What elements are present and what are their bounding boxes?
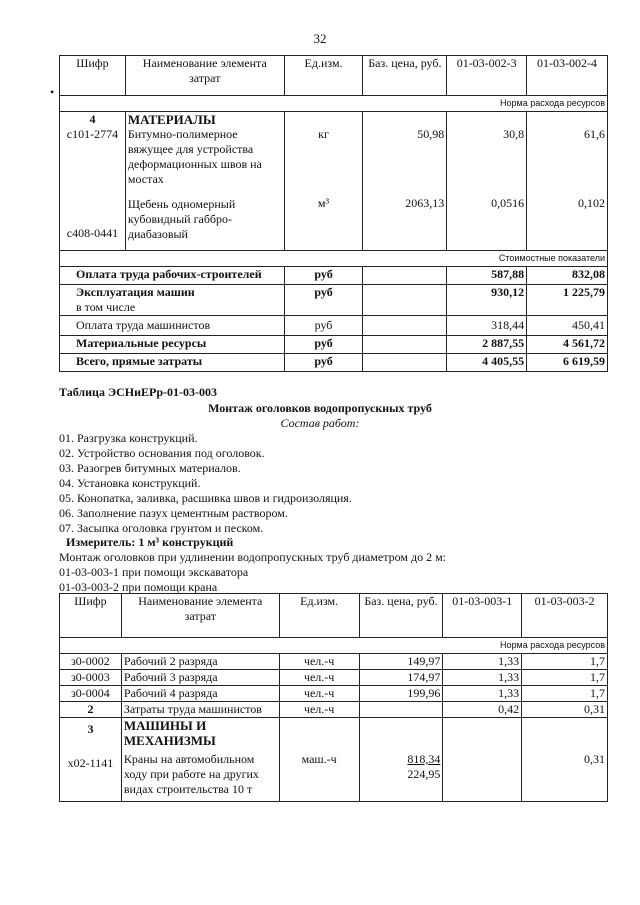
cost-name: в том числе [76,300,136,314]
header-name: Наименование элемента затрат [125,56,284,96]
row-code: х02-1141 [67,756,114,770]
cost-value: 832,08 [527,267,608,285]
cost-value: 318,44 [447,316,527,336]
description: Монтаж оголовков при удлинении водопропускных труб диаметром до 2 м: [59,550,446,564]
work-item: 02. Устройство основания под оголовок. [59,446,265,460]
row-value: 0,31 [584,752,605,766]
row-value: 0,0516 [491,196,525,210]
row-price: 818,34 [407,752,441,766]
row-value: 1,33 [443,686,522,702]
cost-value: 587,88 [447,267,527,285]
cost-value: 6 619,59 [527,354,608,372]
margin-mark: • [50,85,55,99]
section-title: МАШИНЫ И МЕХАНИЗМЫ [123,718,216,748]
row-name: Краны на автомобильном ходу при работе на других видах строительства 10 т [123,752,259,796]
table-header [60,594,608,638]
row-value: 1,33 [443,654,522,670]
row-name: Битумно-полимерное вяжущее для устройства деформационных швов на мостах [127,127,262,186]
row-value: 30,8 [503,127,525,141]
row-name: Рабочий 4 разряда [121,686,279,702]
cost-name: Материальные ресурсы [60,336,285,354]
work-item: 05. Конопатка, заливка, расшивка швов и гидроизоляция. [59,491,352,505]
cost-unit: руб [284,267,363,285]
cost-name: Оплата труда рабочих-строителей [60,267,285,285]
header-price: Баз. цена, руб. [359,594,443,638]
cost-row [60,267,608,285]
header-col2: 01-03-003-2 [522,594,608,638]
row-price: 50,98 [417,127,445,141]
section-number: 4 [89,112,96,126]
row-unit: чел.-ч [279,686,359,702]
row-unit: чел.-ч [279,670,359,686]
cost-row [60,354,608,372]
row-value: 0,102 [578,196,605,210]
work-item: 04. Установка конструкций. [59,476,201,490]
table-row [60,702,608,718]
header-col1: 01-03-002-3 [447,56,527,96]
table-row [60,112,608,251]
row-unit: м³ [317,196,330,210]
norm-label: Норма расхода ресурсов [60,96,608,112]
cost-value: 450,41 [527,316,608,336]
cost-value: 4 561,72 [527,336,608,354]
row-code: з0-0003 [60,670,122,686]
cost-value: 4 405,55 [447,354,527,372]
row-value: 1,33 [443,670,522,686]
row-price: 2063,13 [405,196,445,210]
row-name: Рабочий 2 разряда [121,654,279,670]
resource-table-2 [59,593,608,802]
cost-row [60,316,608,336]
work-item: 03. Разогрев битумных материалов. [59,461,241,475]
cost-name: Оплата труда машинистов [60,316,285,336]
row-price: 149,97 [359,654,443,670]
table-row [60,686,608,702]
table-row [60,670,608,686]
header-unit: Ед.изм. [279,594,359,638]
row-name: Затраты труда машинистов [121,702,279,718]
cost-value: 930,12 [447,285,527,316]
row-price: 174,97 [359,670,443,686]
row-price-2: 224,95 [407,767,441,781]
row-value: 61,6 [584,127,605,141]
row-unit: маш.-ч [301,752,337,766]
header-name: Наименование элемента затрат [121,594,279,638]
header-unit: Ед.изм. [284,56,363,96]
cost-unit: руб [284,316,363,336]
section-number: 3 [87,722,94,736]
cost-name: Эксплуатация машин [76,285,195,299]
row-code: с408-0441 [66,226,119,240]
cost-value: 1 225,79 [527,285,608,316]
header-col1: 01-03-003-1 [443,594,522,638]
variant-item: 01-03-003-2 при помощи крана [59,580,218,594]
header-code: Шифр [60,594,122,638]
cost-row [60,285,608,316]
work-item: 06. Заполнение пазух цементным раствором. [59,506,288,520]
section-subheading: Состав работ: [280,416,360,430]
cost-unit: руб [284,354,363,372]
row-code: з0-0004 [60,686,122,702]
header-price: Баз. цена, руб. [363,56,447,96]
row-code: 2 [60,702,122,718]
table-row [60,654,608,670]
page-number: 32 [313,31,327,46]
work-item: 01. Разгрузка конструкций. [59,431,198,445]
header-code: Шифр [60,56,126,96]
cost-unit: руб [284,285,363,316]
cost-row [60,336,608,354]
row-value: 0,42 [443,702,522,718]
row-unit: чел.-ч [279,702,359,718]
measure-unit: Измеритель: 1 м³ конструкций [66,535,234,549]
row-name: Рабочий 3 разряда [121,670,279,686]
row-value: 1,7 [522,686,608,702]
section-title: МАТЕРИАЛЫ [127,112,216,127]
cost-name: Всего, прямые затраты [60,354,285,372]
row-code: с101-2774 [66,127,119,141]
table-title: Таблица ЭСНиЕРр-01-03-003 [59,385,218,399]
norm-label: Норма расхода ресурсов [60,638,608,654]
row-unit: кг [318,127,329,141]
resource-table-1 [59,55,608,372]
row-unit: чел.-ч [279,654,359,670]
section-heading: Монтаж оголовков водопропускных труб [208,401,432,415]
row-price: 199,96 [359,686,443,702]
header-col2: 01-03-002-4 [527,56,608,96]
work-item: 07. Засыпка оголовка грунтом и песком. [59,521,264,535]
variant-item: 01-03-003-1 при помощи экскаватора [59,565,249,579]
cost-value: 2 887,55 [447,336,527,354]
row-code: з0-0002 [60,654,122,670]
row-value: 1,7 [522,654,608,670]
table-header [60,56,608,96]
cost-label: Стоимостные показатели [60,251,608,267]
table-row [60,718,608,802]
row-name: Щебень одномерный кубовидный габбро-диабазовый [127,197,236,241]
cost-unit: руб [284,336,363,354]
row-value: 0,31 [522,702,608,718]
row-value: 1,7 [522,670,608,686]
